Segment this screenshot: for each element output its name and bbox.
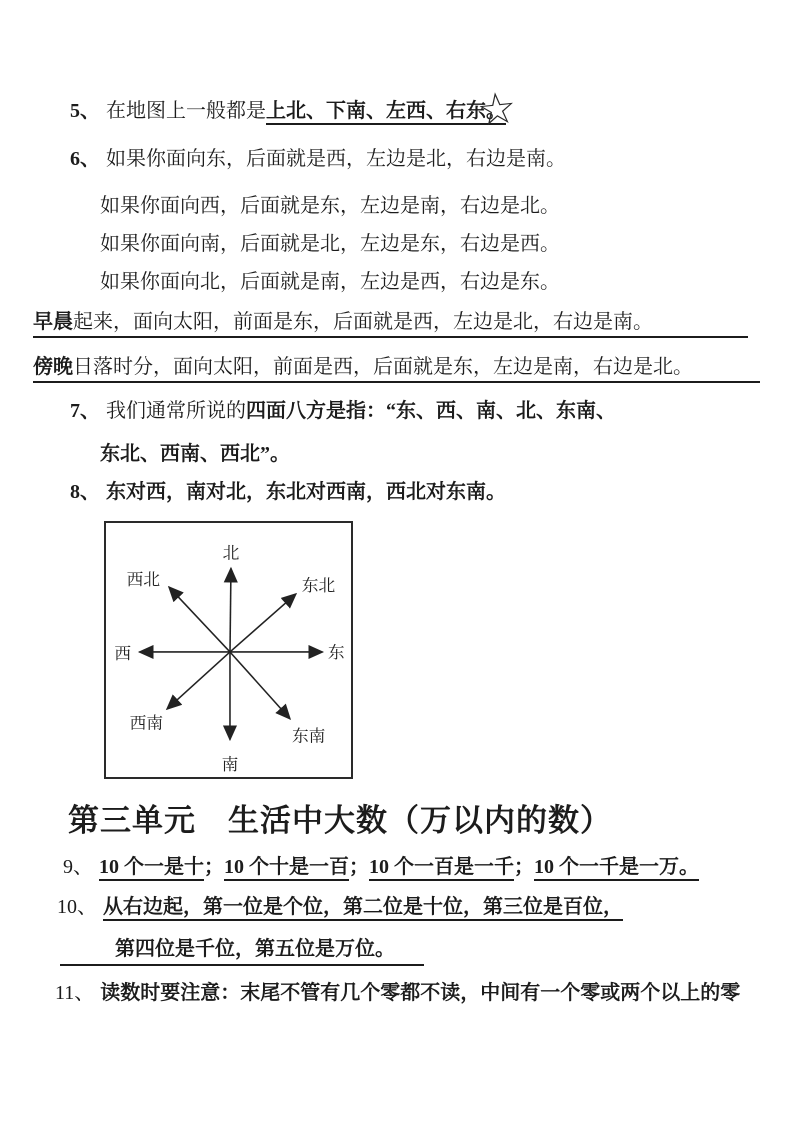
section-name: 生活中大数（万以内的数） — [228, 803, 612, 838]
star-icon: ☆ — [474, 82, 519, 137]
note-item-6-line2 — [100, 195, 560, 218]
arrow-southeast — [230, 652, 290, 719]
item-number: 5、 — [70, 100, 100, 122]
item-emphasis: 四面八方是指：“东、西、南、北、东南、 — [246, 400, 616, 422]
section-title — [68, 795, 612, 840]
item-text: 如果你面向北，后面就是南，左边是西，右边是东。 — [100, 271, 560, 293]
item-text: 如果你面向东，后面就是西，左边是北，右边是南。 — [106, 148, 566, 170]
note-item-9 — [63, 856, 699, 879]
item-emphasis: 上北、下南、左西、右东。 — [266, 100, 506, 125]
arrow-north — [230, 568, 231, 654]
arrow-northeast — [230, 594, 296, 652]
note-item-10-line2 — [60, 932, 424, 966]
item-text: 我们通常所说的 — [106, 400, 246, 422]
item-number: 8、 — [70, 481, 100, 503]
separator: ； — [204, 856, 224, 878]
rule-lead: 早晨 — [33, 311, 73, 333]
item-number: 7、 — [70, 400, 100, 422]
item-number: 9、 — [63, 856, 93, 878]
item-segment: 10 个一百是一千 — [369, 856, 514, 881]
compass-svg — [106, 523, 351, 777]
separator: ； — [349, 856, 369, 878]
note-item-5 — [70, 100, 506, 123]
label-east: 东 — [327, 642, 345, 662]
label-southeast: 东南 — [291, 726, 326, 746]
note-item-6-line3 — [100, 233, 560, 256]
item-text: 第四位是千位，第五位是万位。 — [115, 938, 395, 960]
item-text: 末尾不管有几个零都不读，中间有一个零或两个以上的零 — [240, 982, 741, 1004]
item-segment: 10 个一是十 — [99, 856, 204, 881]
note-item-8 — [70, 481, 506, 504]
item-segment: 10 个一千是一万。 — [534, 856, 699, 881]
label-northwest: 西北 — [126, 570, 161, 590]
rule-lead: 傍晚 — [33, 356, 73, 378]
item-lead: 读数时要注意： — [100, 982, 241, 1004]
arrow-southwest — [167, 652, 230, 709]
separator: ； — [514, 856, 534, 878]
note-item-7 — [70, 400, 616, 423]
item-text: 在地图上一般都是 — [106, 100, 266, 122]
rule-text: 日落时分，面向太阳，前面是西，后面就是东，左边是南，右边是北。 — [73, 356, 693, 378]
note-item-7-line2 — [100, 443, 290, 466]
label-southwest: 西南 — [129, 713, 164, 733]
item-text: 东对西，南对北，东北对西南，西北对东南。 — [106, 481, 506, 503]
item-segment: 10 个十是一百 — [224, 856, 349, 881]
label-north: 北 — [222, 543, 240, 563]
item-number: 6、 — [70, 148, 100, 170]
label-northeast: 东北 — [301, 575, 336, 595]
item-text: 如果你面向南，后面就是北，左边是东，右边是西。 — [100, 233, 560, 255]
rule-text: 起来，面向太阳，前面是东，后面就是西，左边是北，右边是南。 — [73, 311, 653, 333]
morning-rule — [33, 311, 748, 338]
item-text: 从右边起，第一位是个位，第二位是十位，第三位是百位， — [103, 896, 623, 921]
label-south: 南 — [221, 755, 239, 775]
item-number: 10、 — [57, 896, 97, 918]
note-item-6 — [70, 148, 566, 171]
section-unit: 第三单元 — [68, 803, 196, 838]
evening-rule — [33, 356, 760, 383]
arrow-northwest — [169, 587, 230, 652]
compass-diagram — [104, 521, 353, 779]
item-text: 东北、西南、西北”。 — [100, 443, 290, 465]
note-item-6-line4 — [100, 271, 560, 294]
note-item-10 — [57, 896, 623, 919]
note-item-11 — [55, 982, 740, 1005]
item-number: 11、 — [55, 982, 95, 1004]
item-text: 如果你面向西，后面就是东，左边是南，右边是北。 — [100, 195, 560, 217]
label-west: 西 — [114, 643, 132, 663]
